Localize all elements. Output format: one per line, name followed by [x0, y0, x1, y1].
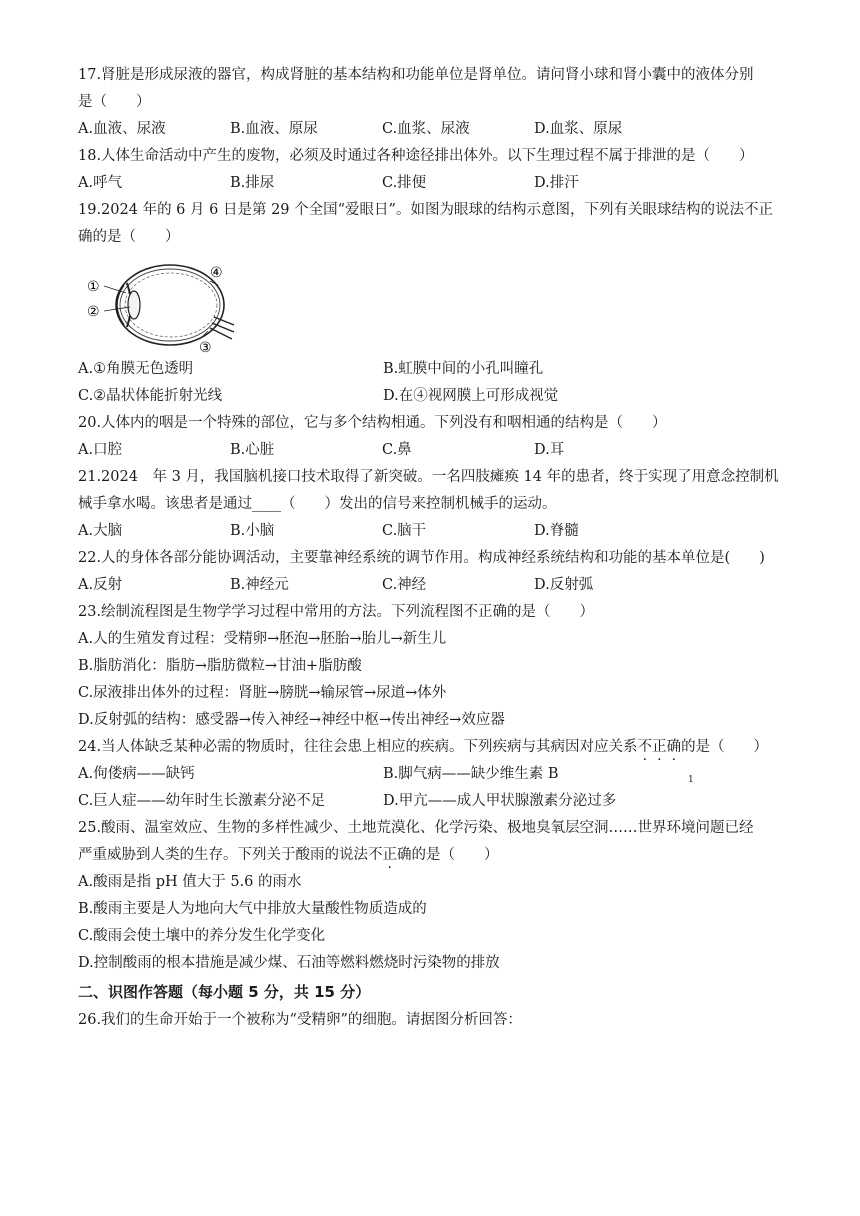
- section-heading: 二、识图作答题（每小题 5 分，共 15 分）: [78, 983, 371, 1001]
- option-c: C.脑干: [382, 523, 427, 539]
- option-d: D.耳: [534, 442, 565, 458]
- option-d: D.血浆、原尿: [534, 121, 623, 137]
- question-24-options-row2: [78, 788, 790, 815]
- option-b: B.脂肪消化：脂肪→脂肪微粒→甘油+脂肪酸: [78, 658, 362, 674]
- stem-text-end: 的是（ ）: [681, 739, 769, 755]
- question-22-options: [78, 572, 790, 599]
- question-18-stem: 18.人体生命活动中产生的废物，必须及时通过各种途径排出体外。以下生理过程不属于排泄的是（ ）: [78, 148, 754, 164]
- question-21-options: [78, 518, 790, 545]
- eye-structure-figure: [78, 251, 790, 356]
- option-d: D.甲亢——成人甲状腺激素分泌过多: [383, 793, 617, 809]
- option-c: C.巨人症——幼年时生长激素分泌不足: [78, 793, 326, 809]
- label-4: ④: [210, 265, 223, 281]
- option-c: C.酸雨会使土壤中的养分发生化学变化: [78, 928, 326, 944]
- question-20-stem: 20.人体内的咽是一个特殊的部位，它与多个结构相通。下列没有和咽相通的结构是（ ）: [78, 415, 667, 431]
- subscript: 1: [688, 774, 694, 785]
- option-c: C.排便: [382, 175, 427, 191]
- question-19-stem-cont: 确的是（ ）: [78, 229, 180, 245]
- option-a: A.①角膜无色透明: [78, 361, 194, 377]
- question-17-stem: 17.肾脏是形成尿液的器官，构成肾脏的基本结构和功能单位是肾单位。请问肾小球和肾小囊中的液体分别: [78, 67, 754, 83]
- option-d: D.控制酸雨的根本措施是减少煤、石油等燃料燃烧时污染物的排放: [78, 955, 500, 971]
- eyeball-diagram: [84, 255, 234, 355]
- option-a: A.反射: [78, 577, 123, 593]
- option-c: C.②晶状体能折射光线: [78, 388, 223, 404]
- question-22-stem: 22.人的身体各部分能协调活动，主要靠神经系统的调节作用。构成神经系统结构和功能的基本单位是( ): [78, 550, 765, 566]
- question-26-stem: 26.我们的生命开始于一个被称为“受精卵”的细胞。请据图分析回答：: [78, 1012, 522, 1028]
- option-b: B.神经元: [230, 577, 289, 593]
- option-b: B.酸雨主要是人为地向大气中排放大量酸性物质造成的: [78, 901, 427, 917]
- emphasis-char: 确: [666, 739, 682, 755]
- option-c: C.神经: [382, 577, 427, 593]
- question-23-stem: 23.绘制流程图是生物学学习过程中常用的方法。下列流程图不正确的是（ ）: [78, 604, 595, 620]
- option-d: D.脊髓: [534, 523, 579, 539]
- option-a: A.呼气: [78, 175, 123, 191]
- option-b: B.心脏: [230, 442, 275, 458]
- exam-page: [78, 62, 790, 1034]
- option-b: B.脚气病——缺少维生素 B: [383, 766, 559, 782]
- question-20-options: [78, 437, 790, 464]
- option-a: A.酸雨是指 pH 值大于 5.6 的雨水: [78, 874, 302, 890]
- option-d: D.排汗: [534, 175, 579, 191]
- option-b: B.小脑: [230, 523, 275, 539]
- question-24-stem: [78, 734, 790, 761]
- option-c: C.尿液排出体外的过程：肾脏→膀胱→输尿管→尿道→体外: [78, 685, 447, 701]
- question-17-options: [78, 116, 790, 143]
- question-18-options: [78, 170, 790, 197]
- option-b: B.虹膜中间的小孔叫瞳孔: [383, 361, 544, 377]
- option-c: C.鼻: [382, 442, 412, 458]
- question-19-stem: 19.2024 年的 6 月 6 日是第 29 个全国“爱眼日”。如图为眼球的结构示意图，下列有关眼球结构的说法不正: [78, 202, 773, 218]
- emphasis-char: 正: [382, 847, 397, 863]
- option-a: A.人的生殖发育过程：受精卵→胚泡→胚胎→胎儿→新生儿: [78, 631, 447, 647]
- option-a: A.佝偻病——缺钙: [78, 766, 195, 782]
- emphasis-char: 正: [652, 739, 667, 755]
- option-a: A.血液、尿液: [78, 121, 166, 137]
- option-d: D.反射弧: [534, 577, 594, 593]
- option-a: A.大脑: [78, 523, 123, 539]
- question-17-stem-cont: 是（ ）: [78, 94, 151, 110]
- option-d: D.在④视网膜上可形成视觉: [383, 388, 559, 404]
- stem-text: 24.当人体缺乏某种必需的物质时，往往会患上相应的疾病。下列疾病与其病因对应关系: [78, 739, 638, 755]
- label-3: ③: [199, 340, 212, 355]
- option-b: B.排尿: [230, 175, 275, 191]
- option-a: A.口腔: [78, 442, 123, 458]
- stem-text-end: 确的是（ ）: [397, 847, 499, 863]
- option-b: B.血液、原尿: [230, 121, 318, 137]
- question-19-options-row2: [78, 383, 790, 410]
- stem-text: 严重威胁到人类的生存。下列关于酸雨的说法不: [78, 847, 383, 863]
- question-21-stem-cont: 械手拿水喝。该患者是通过____（ ）发出的信号来控制机械手的运动。: [78, 496, 557, 512]
- label-1: ①: [87, 279, 100, 295]
- question-19-options-row1: [78, 356, 790, 383]
- question-24-options-row1: [78, 761, 790, 788]
- question-25-stem-cont: [78, 842, 790, 869]
- option-c: C.血浆、尿液: [382, 121, 470, 137]
- question-25-stem: 25.酸雨、温室效应、生物的多样性减少、土地荒漠化、化学污染、极地臭氧层空洞……世界环境问题已经: [78, 820, 754, 836]
- emphasis-char: 不: [637, 739, 653, 755]
- option-d: D.反射弧的结构：感受器→传入神经→神经中枢→传出神经→效应器: [78, 712, 505, 728]
- question-21-stem: 21.2024 年 3 月，我国脑机接口技术取得了新突破。一名四肢瘫痪 14 年的患者，终于实现了用意念控制机: [78, 469, 779, 485]
- label-2: ②: [87, 304, 100, 320]
